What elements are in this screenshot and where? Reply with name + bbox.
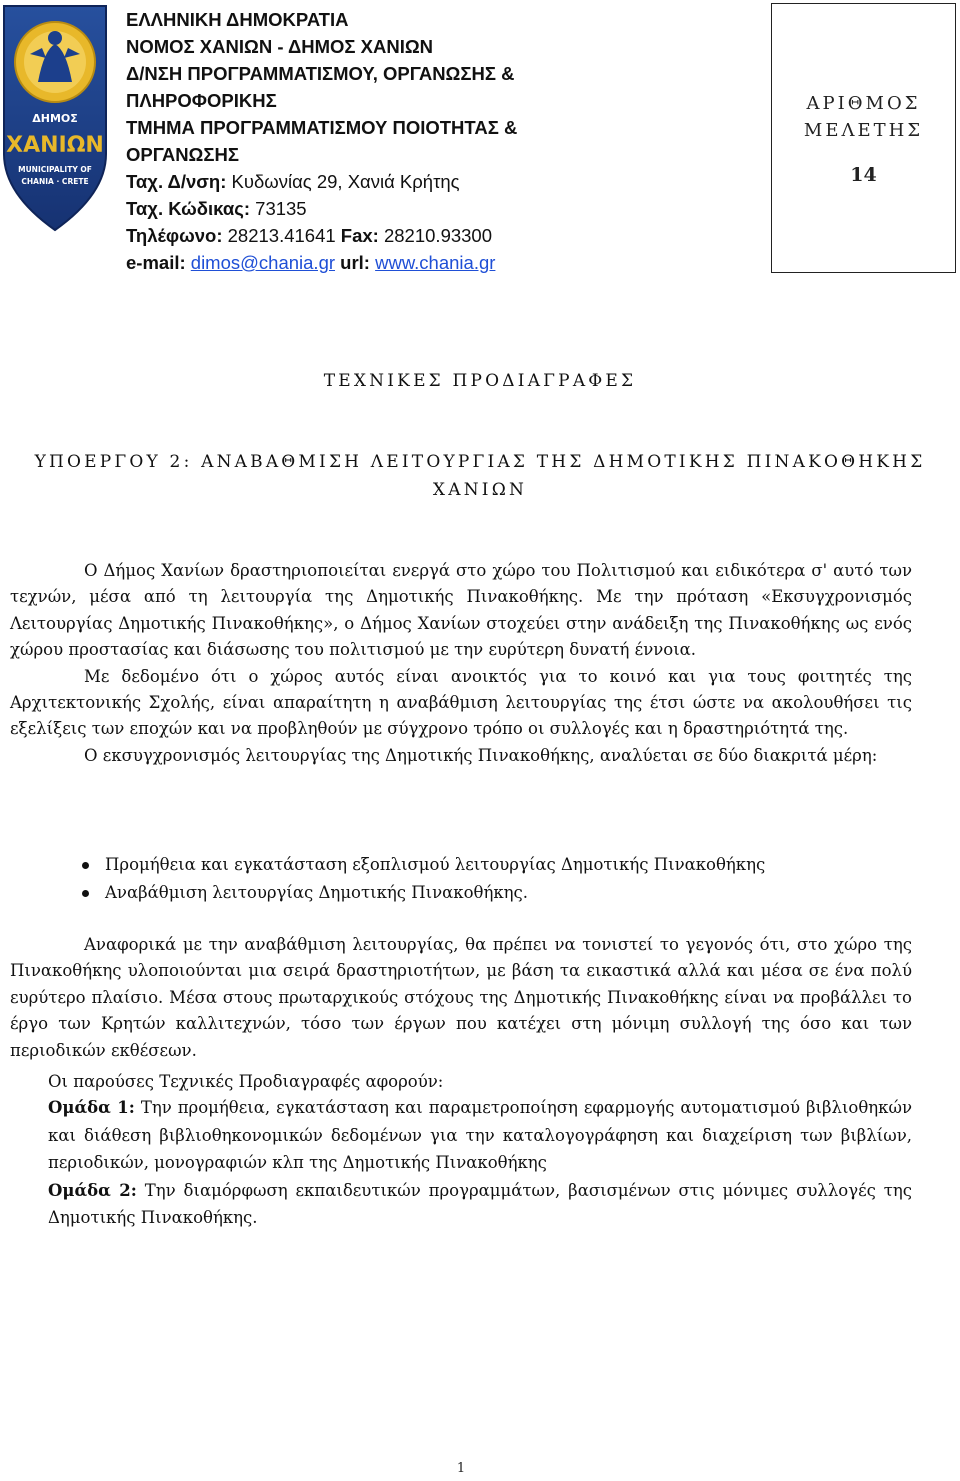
group-1-label: Ομάδα 1: bbox=[48, 1098, 135, 1117]
org-line: ΤΜΗΜΑ ΠΡΟΓΡΑΜΜΑΤΙΣΜΟΥ ΠΟΙΟΤΗΤΑΣ & bbox=[126, 117, 518, 138]
url-link[interactable]: www.chania.gr bbox=[375, 252, 496, 273]
group-2-text: Την διαμόρφωση εκπαιδευτικών προγραμμάτων, βασισμένων στις μόνιμες συλλογές της Δημοτικής Πινακοθήκης. bbox=[48, 1180, 913, 1227]
url-label: url: bbox=[340, 252, 370, 273]
postcode-value: 73135 bbox=[255, 198, 307, 219]
services-section bbox=[10, 932, 912, 1064]
org-line: ΕΛΛΗΝΙΚΗ ΔΗΜΟΚΡΑΤΙΑ bbox=[126, 9, 349, 30]
fax-value: 28210.93300 bbox=[383, 225, 493, 246]
group-2-label: Ομάδα 2: bbox=[48, 1180, 137, 1200]
fax-label: Fax: bbox=[340, 225, 379, 246]
phone-label: Τηλέφωνο: bbox=[126, 225, 223, 246]
bullet-icon bbox=[82, 862, 89, 869]
groups-intro: Οι παρούσες Τεχνικές Προδιαγραφές αφορούν: bbox=[48, 1072, 444, 1091]
groups-section bbox=[48, 1094, 912, 1232]
paragraph: Ο Δήμος Χανίων δραστηριοποιείται ενεργά στο χώρο του Πολιτισμού και ειδικότερα σ' αυτό των τεχνών, μέσα από τη λειτουργία της Δημοτικής Πινακοθήκης. Με την πρόταση «Εκσυγχρονισμός Λειτουργίας Δημοτικής Πινακοθήκης», ο Δήμος Χανίων στοχεύει στην ανάδειξη της Πινακοθήκης ως ενός χώρου προστασίας και διάσωσης του πολιτισμού με την ευρύτερη δυνατή έννοια. bbox=[10, 561, 912, 660]
municipality-logo bbox=[2, 4, 108, 232]
page-number: 1 bbox=[456, 1461, 466, 1476]
logo-text: ΧΑΝΙΩΝ bbox=[6, 133, 104, 158]
address-value: Κυδωνίας 29, Χανιά Κρήτης bbox=[231, 171, 460, 192]
list-item bbox=[80, 879, 765, 907]
logo-small-text: ΔΗΜΟΣ bbox=[32, 112, 78, 125]
study-number: 14 bbox=[850, 164, 877, 186]
parts-list bbox=[80, 851, 765, 907]
list-item bbox=[80, 851, 765, 879]
org-line: Δ/ΝΣΗ ΠΡΟΓΡΑΜΜΑΤΙΣΜΟΥ, ΟΡΓΑΝΩΣΗΣ & bbox=[126, 63, 515, 84]
org-line: ΟΡΓΑΝΩΣΗΣ bbox=[126, 144, 239, 165]
document-title: ΤΕΧΝΙΚΕΣ ΠΡΟΔΙΑΓΡΑΦΕΣ bbox=[323, 371, 637, 391]
study-number-box bbox=[771, 3, 956, 273]
organization-header bbox=[126, 6, 646, 276]
phone-value: 28213.41641 bbox=[227, 225, 336, 246]
email-label: e-mail: bbox=[126, 252, 186, 273]
bullet-icon bbox=[82, 890, 89, 897]
group-2 bbox=[48, 1177, 912, 1232]
document-subtitle: ΥΠΟΕΡΓΟΥ 2: ΑΝΑΒΑΘΜΙΣΗ ΛΕΙΤΟΥΡΓΙΑΣ ΤΗΣ ΔΗΜΟΤΙΚΗΣ ΠΙΝΑΚΟΘΗΚΗΣ ΧΑΝΙΩΝ bbox=[34, 452, 926, 500]
paragraph: Με δεδομένο ότι ο χώρος αυτός είναι ανοικτός για το κοινό και για τους φοιτητές της Αρχιτεκτονικής Σχολής, είναι απαραίτητη η αναβάθμιση λειτουργίας της έτσι ώστε να ακολουθήσει τις εξελίξεις των εποχών και να προβληθούν με σύγχρονο τρόπο οι συλλογές και η δραστηριότητά της. bbox=[10, 666, 912, 739]
study-label-line: ΜΕΛΕΤΗΣ bbox=[803, 120, 924, 141]
address-label: Ταχ. Δ/νση: bbox=[126, 171, 227, 192]
paragraph: Ο εκσυγχρονισμός λειτουργίας της Δημοτικής Πινακοθήκης, αναλύεται σε δύο διακριτά μέρη: bbox=[84, 745, 878, 765]
group-1 bbox=[48, 1094, 912, 1177]
email-link[interactable]: dimos@chania.gr bbox=[190, 252, 336, 273]
study-label-line: ΑΡΙΘΜΟΣ bbox=[806, 93, 921, 114]
contact-line bbox=[126, 249, 646, 276]
logo-tagline-2: CHANIA · CRETE bbox=[21, 177, 89, 186]
postcode-line bbox=[126, 195, 646, 222]
phone-line bbox=[126, 222, 646, 249]
org-line: ΝΟΜΟΣ ΧΑΝΙΩΝ - ΔΗΜΟΣ ΧΑΝΙΩΝ bbox=[126, 36, 434, 57]
intro-section bbox=[10, 558, 912, 769]
group-1-text: Την προμήθεια, εγκατάσταση και παραμετροποίηση εφαρμογής αυτοματισμού βιβλιοθηκών και διάθεση βιβλιοθηκονομικών δεδομένων για την καταλογογράφηση και διαχείριση των βιβλίων, περιοδικών, μονογραφιών κλπ της Δημοτικής Πινακοθήκης bbox=[48, 1098, 912, 1172]
address-line bbox=[126, 168, 646, 195]
paragraph: Αναφορικά με την αναβάθμιση λειτουργίας, θα πρέπει να τονιστεί το γεγονός ότι, στο χώρο της Πινακοθήκης υλοποιούνται μια σειρά δραστηριοτήτων, με βάση τα εικαστικά αλλά και μέσα σε ένα πολύ ευρύτερο πλαίσιο. Μέσα στους πρωταρχικούς στόχους της Δημοτικής Πινακοθήκης είναι να προβάλλει το έργο των Κρητών καλλιτεχνών, τόσο των έργων που κατέχει στη μόνιμη συλλογή της όσο και των περιοδικών εκθέσεων. bbox=[10, 935, 912, 1060]
list-item-text: Αναβάθμιση λειτουργίας Δημοτικής Πινακοθήκης. bbox=[105, 883, 529, 902]
list-item-text: Προμήθεια και εγκατάσταση εξοπλισμού λειτουργίας Δημοτικής Πινακοθήκης bbox=[105, 855, 766, 874]
logo-tagline-1: MUNICIPALITY OF bbox=[18, 165, 92, 174]
postcode-label: Ταχ. Κώδικας: bbox=[126, 198, 251, 219]
org-line: ΠΛΗΡΟΦΟΡΙΚΗΣ bbox=[126, 90, 277, 111]
study-label bbox=[772, 90, 955, 144]
